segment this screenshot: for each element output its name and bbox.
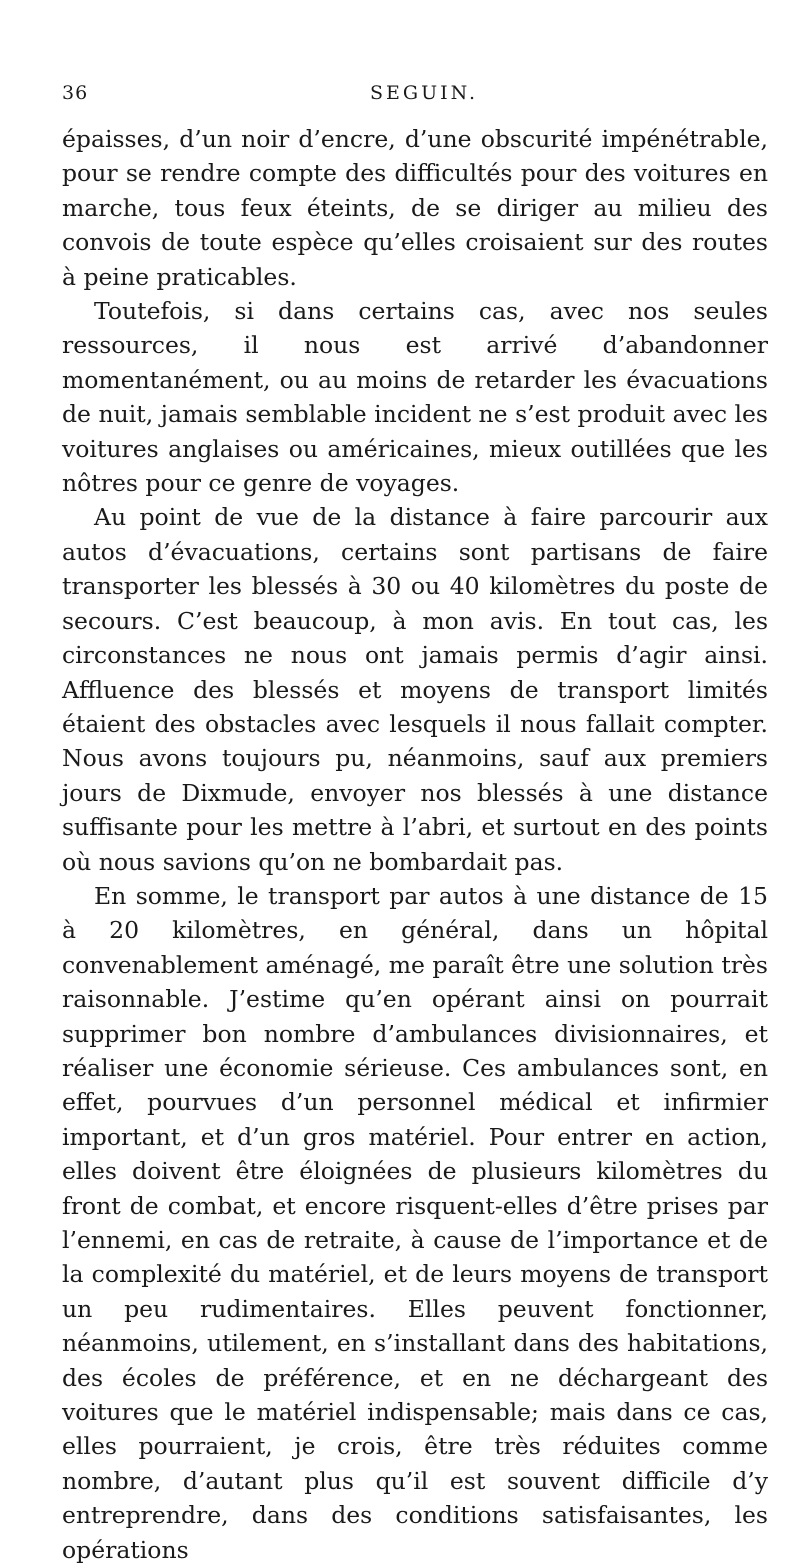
body-text <box>62 122 768 1567</box>
book-page <box>62 82 768 1567</box>
running-head: SEGUIN. <box>370 82 479 104</box>
paragraph-1: épaisses, d’un noir d’encre, d’une obscurité impénétrable, pour se rendre compte des difficultés pour des voitures en marche, tous feux éteints, de se diriger au milieu des convois de toute espèce qu’elles croisaient sur des routes à peine praticables. <box>62 125 768 291</box>
paragraph-4: En somme, le transport par autos à une distance de 15 à 20 kilomètres, en général, dans un hôpital convenablement aménagé, me paraît être une solution très raisonnable. J’estime qu’en opérant ainsi on pourrait supprimer bon nombre d’ambulances divisionnaires, et réaliser une économie sérieuse. Ces ambulances sont, en effet, pourvues d’un personnel médical et infirmier important, et d’un gros matériel. Pour entrer en action, elles doivent être éloignées de plusieurs kilomètres du front de combat, et encore risquent-elles d’être prises par l’ennemi, en cas de retraite, à cause de l’importance et de la complexité du matériel, et de leurs moyens de transport un peu rudimentaires. Elles peuvent fonctionner, néanmoins, utilement, en s’installant dans des habitations, des écoles de préférence, et en ne déchargeant des voitures que le matériel indispensable; mais dans ce cas, elles pourraient, je crois, être très réduites comme nombre, d’autant plus qu’il est souvent difficile d’y entreprendre, dans des conditions satisfaisantes, les opérations <box>62 881 768 1564</box>
page-number: 36 <box>62 82 89 104</box>
paragraph-3: Au point de vue de la distance à faire parcourir aux autos d’évacuations, certains sont partisans de faire transporter les blessés à 30 ou 40 kilomètres du poste de secours. C’est beaucoup, à mon avis. En tout cas, les circonstances ne nous ont jamais permis d’agir ainsi. Affluence des blessés et moyens de transport limités étaient des obstacles avec lesquels il nous fallait compter. Nous avons toujours pu, néanmoins, sauf aux premiers jours de Dixmude, envoyer nos blessés à une distance suffisante pour les mettre à l’abri, et surtout en des points où nous savions qu’on ne bombardait pas. <box>62 503 768 876</box>
page-header <box>62 82 768 112</box>
paragraph-2: Toutefois, si dans certains cas, avec nos seules ressources, il nous est arrivé d’abandonner momentanément, ou au moins de retarder les évacuations de nuit, jamais semblable incident ne s’est produit avec les voitures anglaises ou américaines, mieux outillées que les nôtres pour ce genre de voyages. <box>62 297 768 498</box>
